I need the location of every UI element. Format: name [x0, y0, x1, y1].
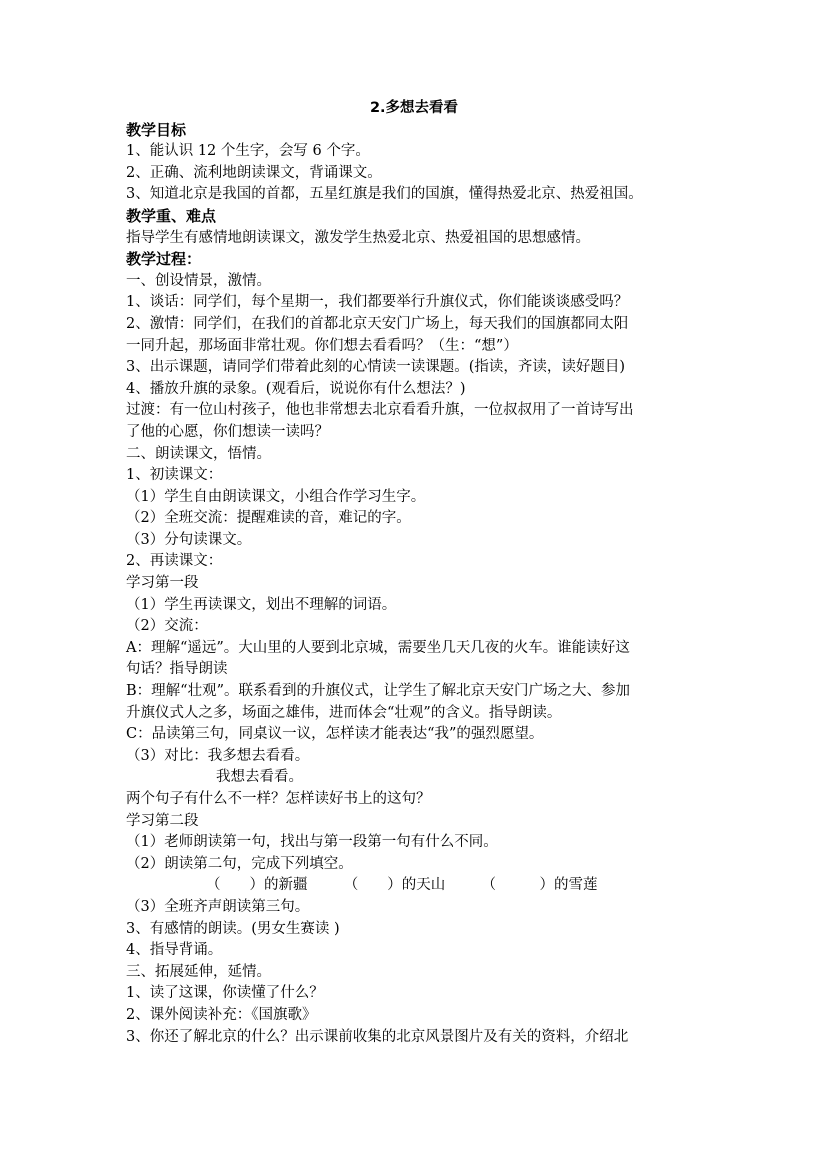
- text-line: 1、初读课文：: [126, 467, 223, 484]
- indented-line: 我想去看看。: [216, 769, 303, 786]
- text-line: 二、朗读课文，悟情。: [126, 445, 271, 462]
- text-line: 1、谈话：同学们，每个星期一，我们都要举行升旗仪式，你们能谈谈感受吗？: [126, 294, 629, 311]
- text-line: （3）全班齐声朗读第三句。: [126, 898, 310, 915]
- goal-line: 2、正确、流利地朗读课文，背诵课文。: [126, 164, 382, 181]
- text-line: B：理解“壮观”。联系看到的升旗仪式，让学生了解北京天安门广场之大、参加: [126, 683, 630, 700]
- text-line: （2）全班交流：提醒难读的音，难记的字。: [126, 510, 411, 527]
- text-line: 2、激情：同学们，在我们的首都北京天安门广场上，每天我们的国旗都同太阳: [126, 315, 629, 332]
- document-title: 2.多想去看看: [369, 100, 459, 116]
- key-text: 指导学生有感情地朗读课文，激发学生热爱北京、热爱祖国的思想感情。: [126, 229, 590, 246]
- text-line: 升旗仪式人之多，场面之雄伟，进而体会“壮观”的含义。指导朗读。: [126, 704, 562, 721]
- text-line: 两个句子有什么不一样？怎样读好书上的这句？: [126, 791, 431, 807]
- text-line: 句话？指导朗读: [126, 661, 228, 678]
- text-line: 学习第二段: [126, 812, 199, 829]
- goal-line: 3、知道北京是我国的首都，五星红旗是我们的国旗，懂得热爱北京、热爱祖国。: [126, 186, 643, 203]
- text-line: 2、课外阅读补充：《国旗歌》: [126, 1006, 317, 1023]
- text-line: （3）分句读课文。: [126, 531, 252, 548]
- process-lines-part3: [126, 897, 702, 1048]
- text-line: 4、播放升旗的录象。(观看后，说说你有什么想法？): [126, 380, 466, 397]
- text-line: 3、出示课题，请同学们带着此刻的心情读一读课题。(指读，齐读，读好题目): [126, 359, 626, 376]
- text-line: 3、有感情的朗读。(男女生赛读 ): [126, 920, 340, 937]
- text-line: （2）朗读第二句，完成下列填空。: [126, 855, 353, 872]
- text-line: （3）对比：我多想去看看。: [126, 747, 310, 764]
- text-line: 1、读了这课，你读懂了什么？: [126, 985, 324, 1002]
- process-lines-part1: [126, 271, 702, 768]
- text-line: （1）学生再读课文，划出不理解的词语。: [126, 596, 397, 613]
- text-line: 学习第一段: [126, 575, 199, 592]
- section-heading-key: 教学重、难点: [126, 206, 217, 225]
- text-line: A：理解“遥远”。大山里的人要到北京城，需要坐几天几夜的火车。谁能读好这: [126, 639, 630, 656]
- text-line: 3、你还了解北京的什么？出示课前收集的北京风景图片及有关的资料，介绍北: [126, 1028, 629, 1045]
- text-line: C：品读第三句，同桌议一议，怎样读才能表达“我”的强烈愿望。: [126, 726, 544, 743]
- fill-in-blank-line: （ ）的新疆 （ ）的天山 （ ）的雪莲: [206, 877, 598, 894]
- process-lines-part2: [126, 789, 702, 875]
- text-line: 一、创设情景，激情。: [126, 272, 271, 289]
- text-line: （2）交流：: [126, 618, 208, 635]
- goal-line: 1、能认识 12 个生字，会写 6 个字。: [126, 143, 370, 160]
- document-page: [126, 98, 702, 1048]
- section-heading-process: 教学过程：: [126, 250, 202, 269]
- text-line: （1）老师朗读第一句，找出与第一段第一句有什么不同。: [126, 834, 498, 851]
- text-line: 了他的心愿，你们想读一读吗？: [126, 423, 329, 440]
- text-line: 三、拓展延伸，延情。: [126, 963, 271, 980]
- text-line: 过渡：有一位山村孩子，他也非常想去北京看看升旗，一位叔叔用了一首诗写出: [126, 402, 634, 419]
- text-line: （1）学生自由朗读课文，小组合作学习生字。: [126, 488, 426, 505]
- text-line: 一同升起，那场面非常壮观。你们想去看看吗？（生：“想”）: [126, 337, 518, 354]
- text-line: 4、指导背诵。: [126, 942, 223, 959]
- section-heading-goals: 教学目标: [126, 120, 187, 139]
- text-line: 2、再读课文：: [126, 553, 223, 570]
